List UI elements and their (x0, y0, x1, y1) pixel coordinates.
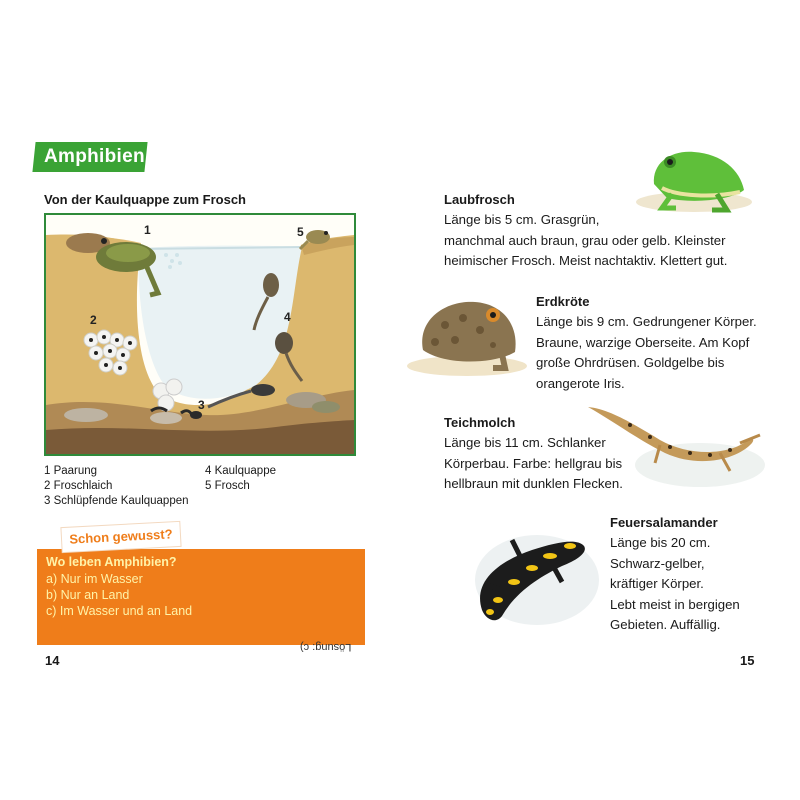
species-name-feuersalamander: Feuersalamander (610, 515, 718, 530)
species-name-laubfrosch: Laubfrosch (444, 192, 515, 207)
section-tag (32, 142, 147, 172)
text-line: orangerote Iris. (536, 375, 625, 391)
text-line: heimischer Frosch. Meist nachtaktiv. Klettert gut. (444, 253, 728, 268)
legend-left (44, 464, 189, 509)
toad-illustration (405, 290, 530, 380)
legend-item: 5 Frosch (205, 480, 250, 492)
species-text-teichmolch (444, 433, 623, 495)
page-number-right: 15 (740, 653, 755, 668)
tree-frog-illustration (632, 142, 757, 217)
pond-cross-section-illustration (46, 215, 354, 454)
species-name-teichmolch: Teichmolch (444, 415, 516, 430)
text-line: Braune, warzige Oberseite. Am Kopf (536, 334, 750, 350)
text-line: Länge bis 9 cm. Gedrungener Körper. (536, 314, 757, 329)
stage-number-1: 1 (144, 223, 151, 237)
text-line: Länge bis 20 cm. (610, 535, 711, 550)
fact-box-option-b: b) Nur an Land (46, 588, 130, 602)
fact-box-tab (61, 522, 180, 552)
lifecycle-illustration (44, 213, 356, 456)
legend-item: 3 Schlüpfende Kaulquappen (44, 495, 189, 507)
stage-number-5: 5 (297, 225, 304, 239)
diagram-title: Von der Kaulquappe zum Frosch (44, 192, 247, 207)
text-line: Schwarz-gelber, (610, 555, 705, 571)
species-text-laubfrosch (444, 210, 727, 272)
stage-number-3: 3 (198, 398, 205, 412)
text-line: Länge bis 5 cm. Grasgrün, (444, 212, 600, 227)
text-line: Körperbau. Farbe: hellgrau bis (444, 455, 623, 471)
upside-down-solution: Lösung: c) (300, 641, 352, 653)
fact-box-question: Wo leben Amphibien? (46, 555, 177, 569)
text-line: kräftiger Körper. (610, 576, 704, 591)
fire-salamander-illustration (462, 520, 602, 630)
text-line: Gebieten. Auffällig. (610, 617, 721, 632)
text-line: Länge bis 11 cm. Schlanker (444, 435, 606, 450)
legend-item: 4 Kaulquappe (205, 465, 276, 477)
stage-number-2: 2 (90, 313, 97, 327)
legend-item: 1 Paarung (44, 465, 98, 477)
legend-right (205, 464, 276, 494)
species-name-erdkroete: Erdkröte (536, 294, 590, 309)
legend-item: 2 Froschlaich (44, 480, 113, 492)
stage-number-4: 4 (284, 310, 291, 324)
text-line: Lebt meist in bergigen (610, 596, 740, 612)
section-tag-label: Amphibien (44, 146, 145, 167)
species-text-erdkroete (536, 312, 757, 394)
fact-box-option-a: a) Nur im Wasser (46, 572, 143, 586)
fact-box-tab-label: Schon gewusst? (68, 526, 173, 547)
text-line: große Ohrdrüsen. Goldgelbe bis (536, 355, 725, 370)
text-line: manchmal auch braun, grau oder gelb. Kleinster (444, 232, 726, 248)
page-number-left: 14 (45, 653, 60, 668)
species-text-feuersalamander (610, 533, 740, 636)
fact-box-option-c: c) Im Wasser und an Land (46, 604, 193, 618)
text-line: hellbraun mit dunklen Flecken. (444, 476, 623, 491)
